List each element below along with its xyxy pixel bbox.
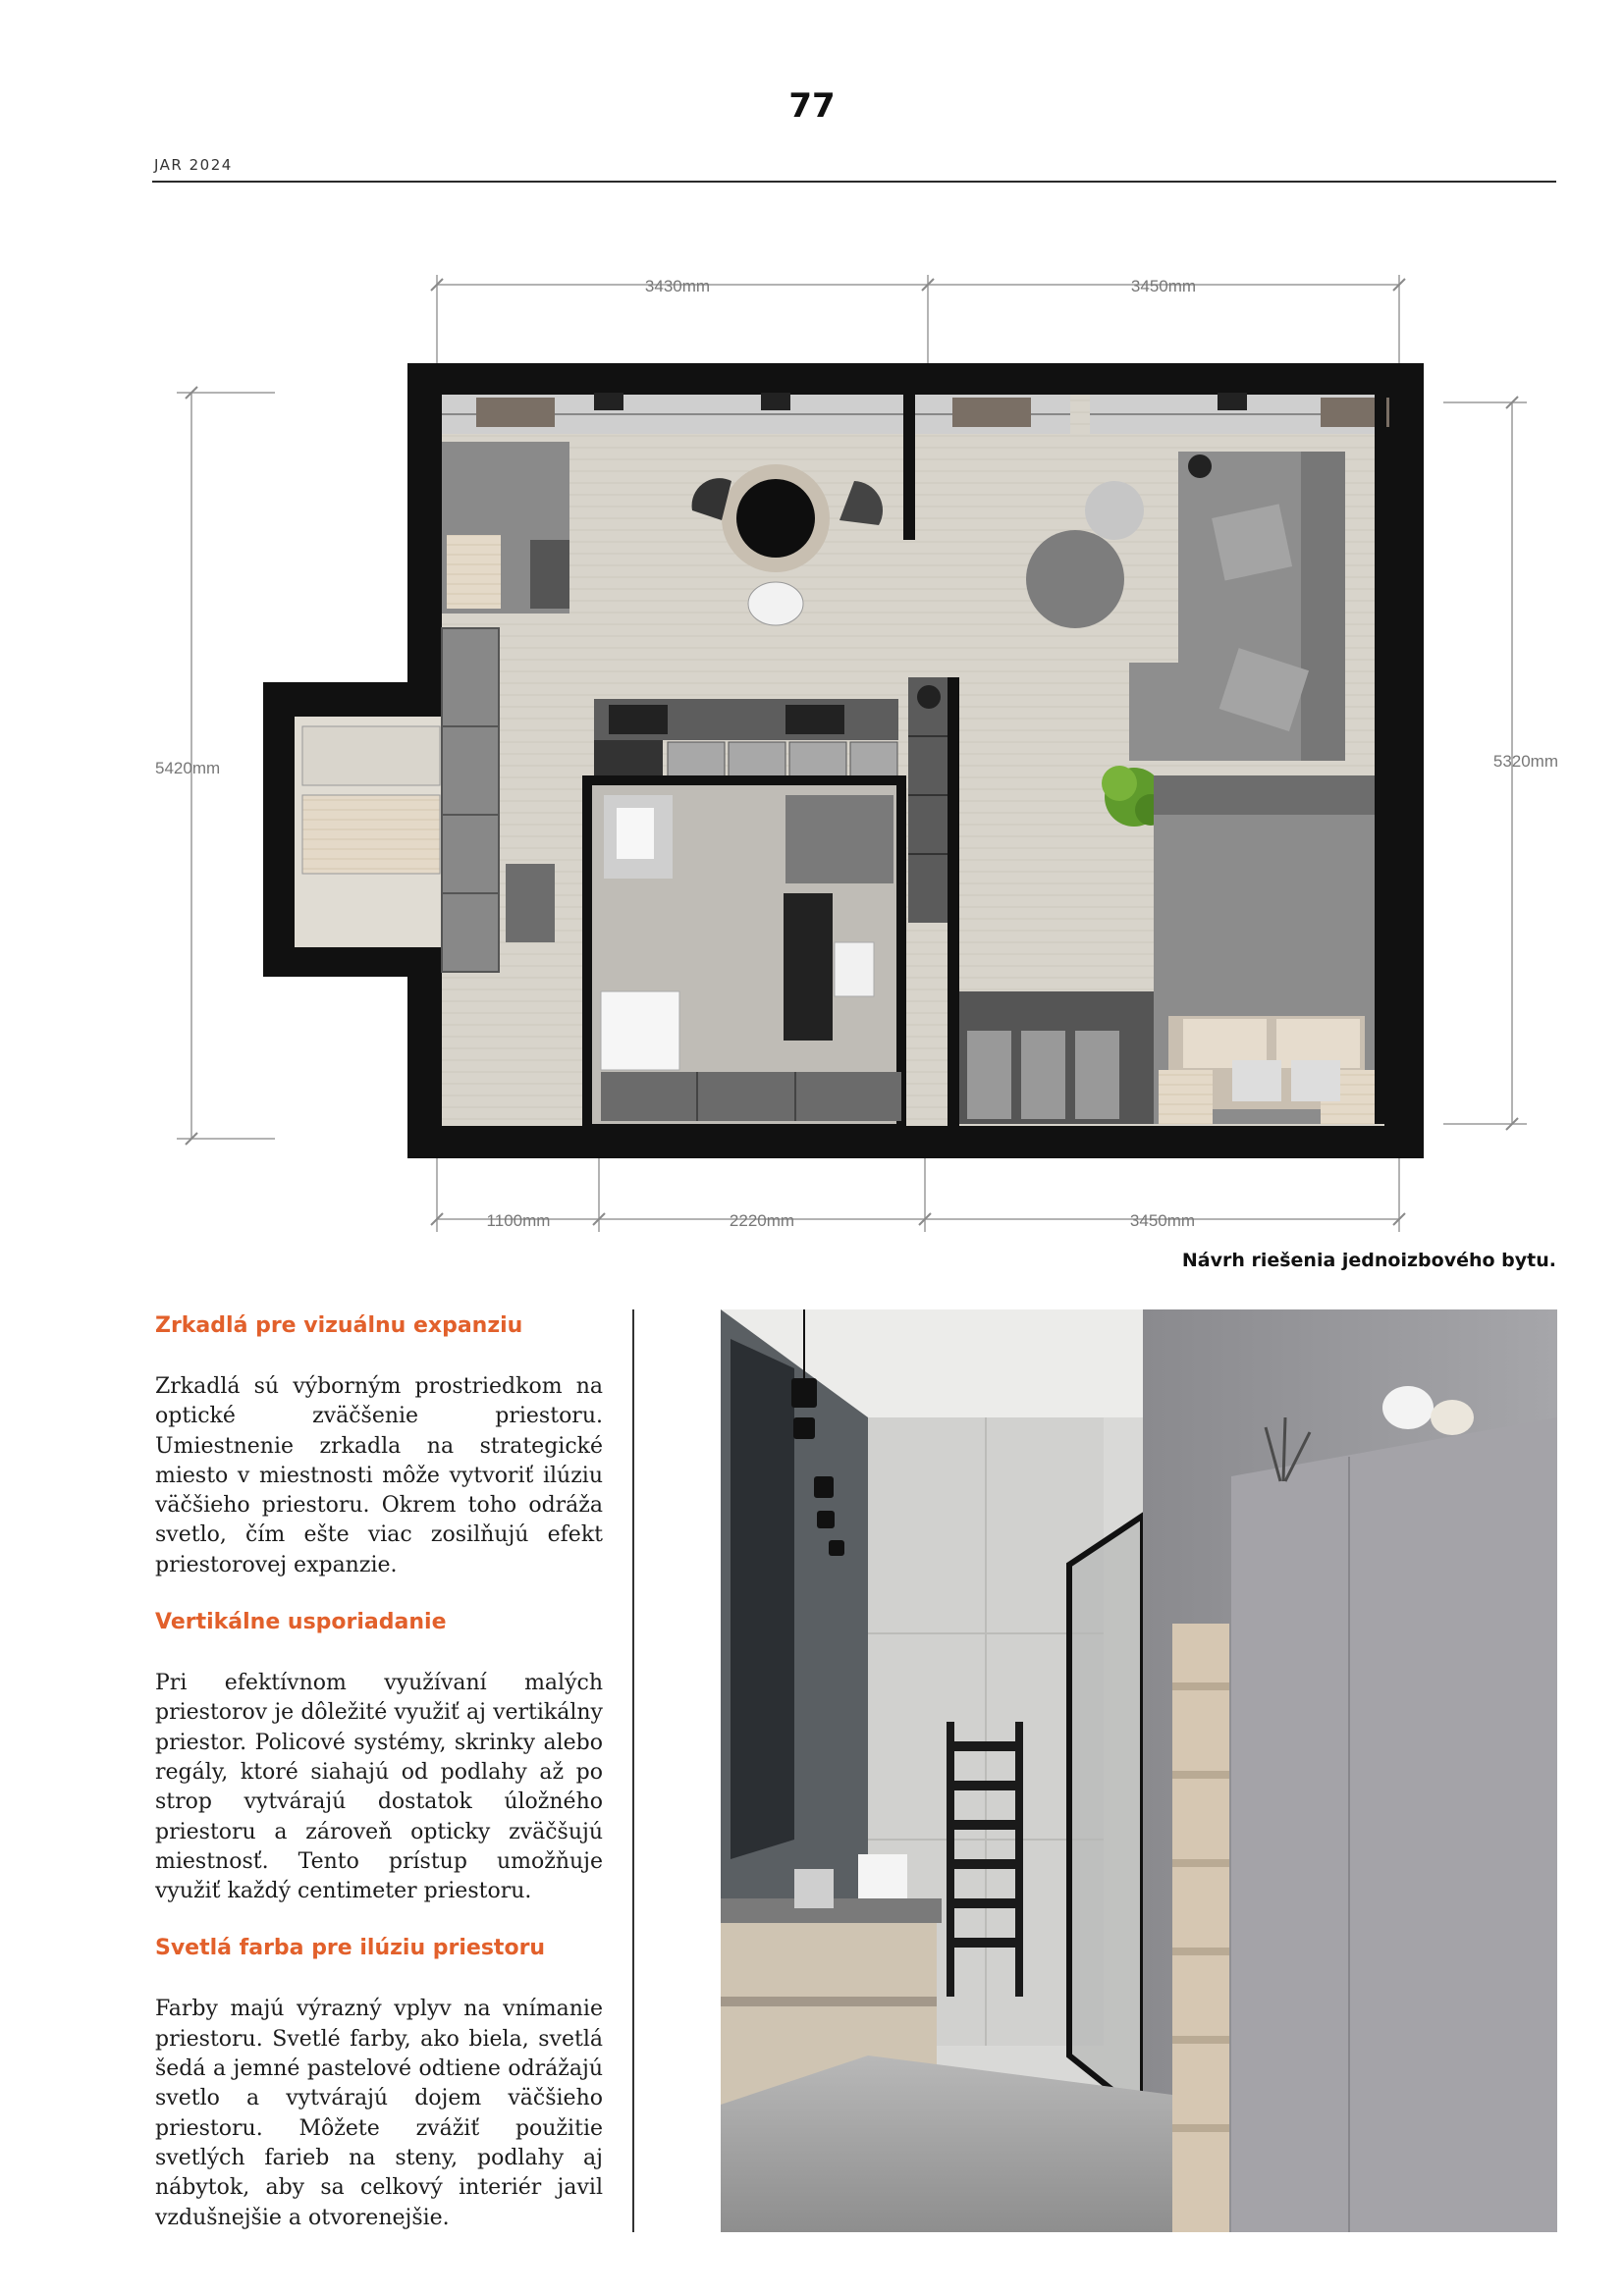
- heading-vertical: Vertikálne usporiadanie: [155, 1610, 447, 1635]
- page-number: 77: [788, 86, 836, 126]
- body-mirrors: Zrkadlá sú výborným prostriedkom na optické zväčšenie priestoru. Umiestnenie zrkadla na strategické miesto v miestnosti môže vytvoriť ilúziu väčšieho priestoru. Okrem toho odráža svetlo, čím ešte viac zosilňujú efekt priestorovej expanzie.: [155, 1374, 603, 1577]
- window-strip: [442, 393, 1389, 434]
- dim-bottom-1: 1100mm: [486, 1211, 551, 1230]
- heading-mirrors: Zrkadlá pre vizuálnu expanziu: [155, 1313, 523, 1338]
- body-vertical: Pri efektívnom využívaní malých priestorov je dôležité využiť aj vertikálny priestor. Policové systémy, skrinky alebo regály, ktoré siahajú od podlahy až po strop vytvárajú dostatok úložného priestoru a zároveň opticky zväčšujú miestnosť. Tento prístup umožňuje využiť každý centimeter priestoru.: [155, 1671, 603, 1904]
- dim-bottom-2: 2220mm: [729, 1211, 795, 1230]
- bathroom: [587, 780, 901, 1129]
- floor-plan-drawing: [147, 265, 1561, 1247]
- body-light-color: Farby majú výrazný vplyv na vnímanie priestoru. Svetlé farby, ako biela, svetlá šedá a jemné pastelové odtiene odrážajú svetlo a vytvárajú dojem väčšieho priestoru. Môžete zvážiť použitie svetlých farieb na steny, podlahy aj nábytok, aby sa celkový interiér javil vzdušnejšie a otvorenejšie.: [155, 1997, 603, 2230]
- article-text-column: [155, 1313, 603, 2263]
- issue-label: JAR 2024: [154, 156, 233, 174]
- dim-left: 5420mm: [155, 759, 221, 777]
- floor-plan: [147, 265, 1561, 1247]
- dim-top-right: 3450mm: [1130, 277, 1197, 295]
- dim-right: 5320mm: [1492, 752, 1558, 771]
- column-divider: [632, 1309, 634, 2232]
- floor-plan-caption: Návrh riešenia jednoizbového bytu.: [1181, 1250, 1556, 1271]
- dim-top-left: 3430mm: [644, 277, 711, 295]
- header-rule: [152, 181, 1556, 183]
- dim-bottom-3: 3450mm: [1129, 1211, 1196, 1230]
- bathroom-render: [721, 1309, 1557, 2232]
- bathroom-render-image: [721, 1309, 1557, 2232]
- heading-light-color: Svetlá farba pre ilúziu priestoru: [155, 1936, 546, 1961]
